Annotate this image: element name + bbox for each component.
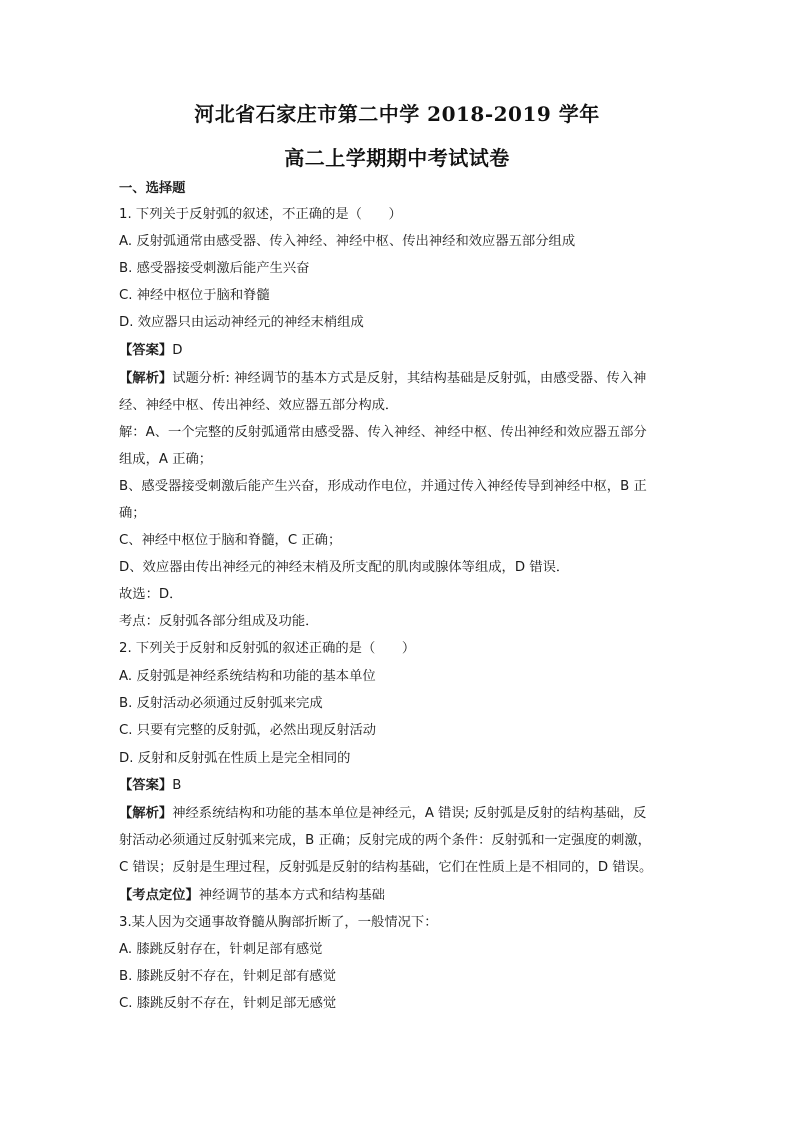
q1-analysis-line4: 组成，A 正确； [119,452,213,467]
q2-answer-tag: 【答案】 [119,778,173,793]
q2-option-d: D. 反射和反射弧在性质上是完全相同的 [119,751,351,766]
q2-analysis-line2: 射活动必须通过反射弧来完成，B 正确；反射完成的两个条件：反射弧和一定强度的刺激， [119,833,651,848]
q1-answer-tag: 【答案】 [119,343,173,358]
q1-option-a: A. 反射弧通常由感受器、传入神经、神经中枢、传出神经和效应器五部分组成 [119,234,576,249]
q1-analysis-line6: 确； [119,506,146,521]
q2-option-b: B. 反射活动必须通过反射弧来完成 [119,696,323,711]
q3-option-a: A. 膝跳反射存在，针刺足部有感觉 [119,942,323,957]
q2-analysis-line1 [119,805,679,823]
q2-kaodian-text: 神经调节的基本方式和结构基础 [198,888,385,903]
q2-stem: 2. 下列关于反射和反射弧的叙述正确的是（ ） [119,641,416,656]
q1-analysis-line5: B、感受器接受刺激后能产生兴奋，形成动作电位，并通过传入神经传导到神经中枢，B 正 [119,479,647,494]
q2-option-a: A. 反射弧是神经系统结构和功能的基本单位 [119,669,376,684]
q1-answer-value: D [172,343,183,358]
section-heading: 一、选择题 [119,181,186,196]
q1-analysis-line10: 考点：反射弧各部分组成及功能． [119,614,319,629]
q2-kaodian-tag: 【考点定位】 [119,888,199,903]
q1-stem: 1. 下列关于反射弧的叙述，不正确的是（ ） [119,207,402,222]
q1-analysis-line9: 故选：D． [119,587,183,602]
q1-analysis-line1 [119,370,679,388]
doc-title-line2: 高二上学期期中考试试卷 [284,146,510,170]
q1-analysis-line7: C、神经中枢位于脑和脊髓，C 正确； [119,533,342,548]
q1-analysis-line2: 经、神经中枢、传出神经、效应器五部分构成． [119,398,399,413]
q1-answer [119,342,679,360]
q2-answer-value: B [172,778,182,793]
q3-option-c: C. 膝跳反射不存在，针刺足部无感觉 [119,996,337,1011]
q3-stem: 3.某人因为交通事故脊髓从胸部折断了，一般情况下： [119,915,438,930]
doc-title-line1: 河北省石家庄市第二中学 2018-2019 学年 [194,102,600,126]
q1-analysis-line3: 解：A、一个完整的反射弧通常由感受器、传入神经、神经中枢、传出神经和效应器五部分 [119,425,647,440]
q1-option-d: D. 效应器只由运动神经元的神经末梢组成 [119,315,364,330]
q2-analysis-tag: 【解析】 [119,806,173,821]
q1-analysis-text: 试题分析: 神经调节的基本方式是反射，其结构基础是反射弧，由感受器、传入神 [172,371,647,386]
q3-option-b: B. 膝跳反射不存在，针刺足部有感觉 [119,969,337,984]
q1-analysis-line8: D、效应器由传出神经元的神经末梢及所支配的肌肉或腺体等组成，D 错误． [119,560,570,575]
q2-analysis-text: 神经系统结构和功能的基本单位是神经元，A 错误; 反射弧是反射的结构基础，反 [172,806,647,821]
q2-analysis-line3: C 错误；反射是生理过程，反射弧是反射的结构基础，它们在性质上是不相同的，D 错误。 [119,860,653,875]
q2-option-c: C. 只要有完整的反射弧，必然出现反射活动 [119,723,377,738]
q1-analysis-tag: 【解析】 [119,371,173,386]
q1-option-c: C. 神经中枢位于脑和脊髓 [119,288,270,303]
q2-answer [119,777,679,795]
q2-kaodian [119,887,679,905]
q1-option-b: B. 感受器接受刺激后能产生兴奋 [119,261,310,276]
